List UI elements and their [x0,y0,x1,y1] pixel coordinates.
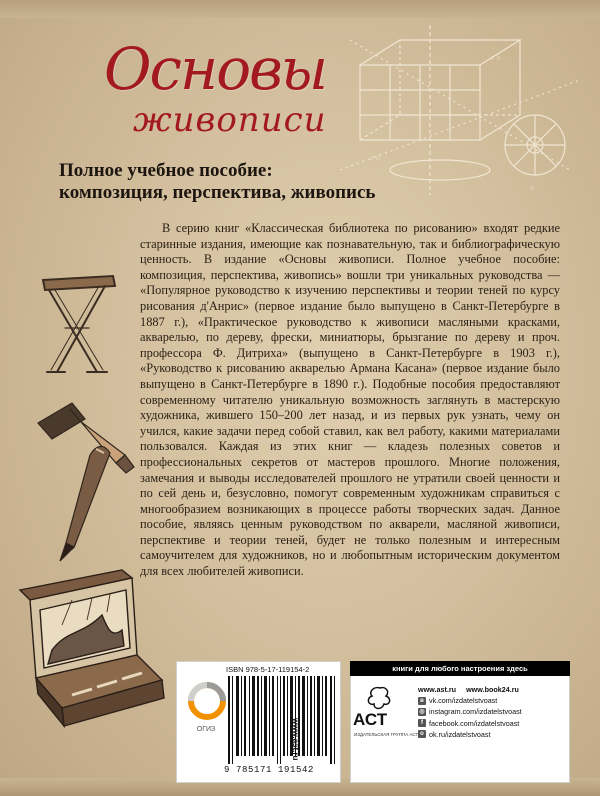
publisher-logo-caption: ИЗДАТЕЛЬСКАЯ ГРУППА АСТ [354,732,419,737]
svg-text:e: e [530,184,535,192]
svg-text:a b: a b [490,54,501,62]
publisher-tagline: книги для любого настроения здесь [350,661,570,676]
social-link-text: ok.ru/izdatelstvoast [429,729,491,739]
instagram-icon: ◎ [419,709,425,715]
book-title-line2: живописи [133,100,327,140]
social-link-instagram[interactable] [418,706,568,717]
publisher-logo-text: АСТ [353,710,388,729]
social-link-facebook[interactable] [418,718,568,729]
svg-text:c d: c d [370,154,381,162]
social-link-text: vk.com/izdatelstvoast [429,696,498,706]
barcode-digits: 9 785171 191542 [224,765,315,775]
social-link-text: facebook.com/izdatelstvoast [429,718,520,728]
folding-stool-illustration [35,268,120,378]
odnoklassniki-icon: о [418,730,426,738]
book-title-line1: Основы [104,35,327,103]
vertical-url: www.ast.ru [291,718,300,761]
vk-icon: в [418,697,426,705]
ogiz-logo-icon [188,682,226,720]
book-description: В серию книг «Классическая библиотека по рисованию» входят редкие старинные издания, имеющие как познавательную, так и библиографическую ценность. В издание «Основы живописи. Полное учебное пособие: композиция, перспектива, живопись» вошли три уникальных руководства — «Популярное руководство к изучению перспективы и теории теней по курсу рисования д'Анрис» (первое издание было выпущено в Санкт-Петербурге в 1887 г.), «Практическое руководство к живописи масляными красками, акварелью, по дереву, фрески, миниатюры, брызгание по дереву и проч. профессора Ф. Дитриха» (выпущено в Санкт-Петербурге в 1903 г.), «Руководство к рисованию акварелью Армана Касана» (первое издание было выпущено в Санкт-Петербурге в 1890 г.). Подобные пособия предоставляют современному читателю уникальную возможность заглянуть в мастерскую художника, жившего 150–200 лет назад, и из первых рук узнать, чему он учился, какие задачи перед собой ставил, как вел работу, какими материалами пользовался. Каждая из этих книг — кладезь полезных советов и профессиональных секретов от мастеров прошлого. Многие положения, замечания и выводы исследователей прошлого не утратили своей ценности и по сей день и, безусловно, помогут современным художникам справиться с многообразием возникающих в процессе работы творческих задач. Данное пособие, являясь ценным руководством по акварели, масляной живописи, перспективе и теории теней, будет не только полезным и интересным самоучителем для художников, но и любопытным историческим документом для всех любителей живописи. [140,221,560,579]
site-link-book24[interactable]: www.book24.ru [466,685,519,694]
book-subtitle [59,160,479,204]
publisher-links [418,684,568,740]
facebook-icon: f [418,719,426,727]
site-link-ast[interactable]: www.ast.ru [418,685,457,694]
subtitle-line1: Полное учебное пособие: [59,160,273,181]
ogiz-label: ОГИЗ [196,726,216,733]
social-link-text: instagram.com/izdatelstvoast [429,707,522,717]
ast-logo-icon [356,686,400,712]
subtitle-line2: композиция, перспектива, живопись [59,182,376,203]
top-band [0,0,600,18]
paint-box-easel-illustration [12,560,177,735]
isbn-text: ISBN 978-5-17-119154-2 [226,665,310,674]
barcode [226,676,338,764]
publisher-sites [418,684,568,695]
paint-brushes-illustration [30,395,140,565]
social-link-odnoklassniki[interactable] [418,729,568,740]
social-link-vk[interactable] [418,695,568,706]
